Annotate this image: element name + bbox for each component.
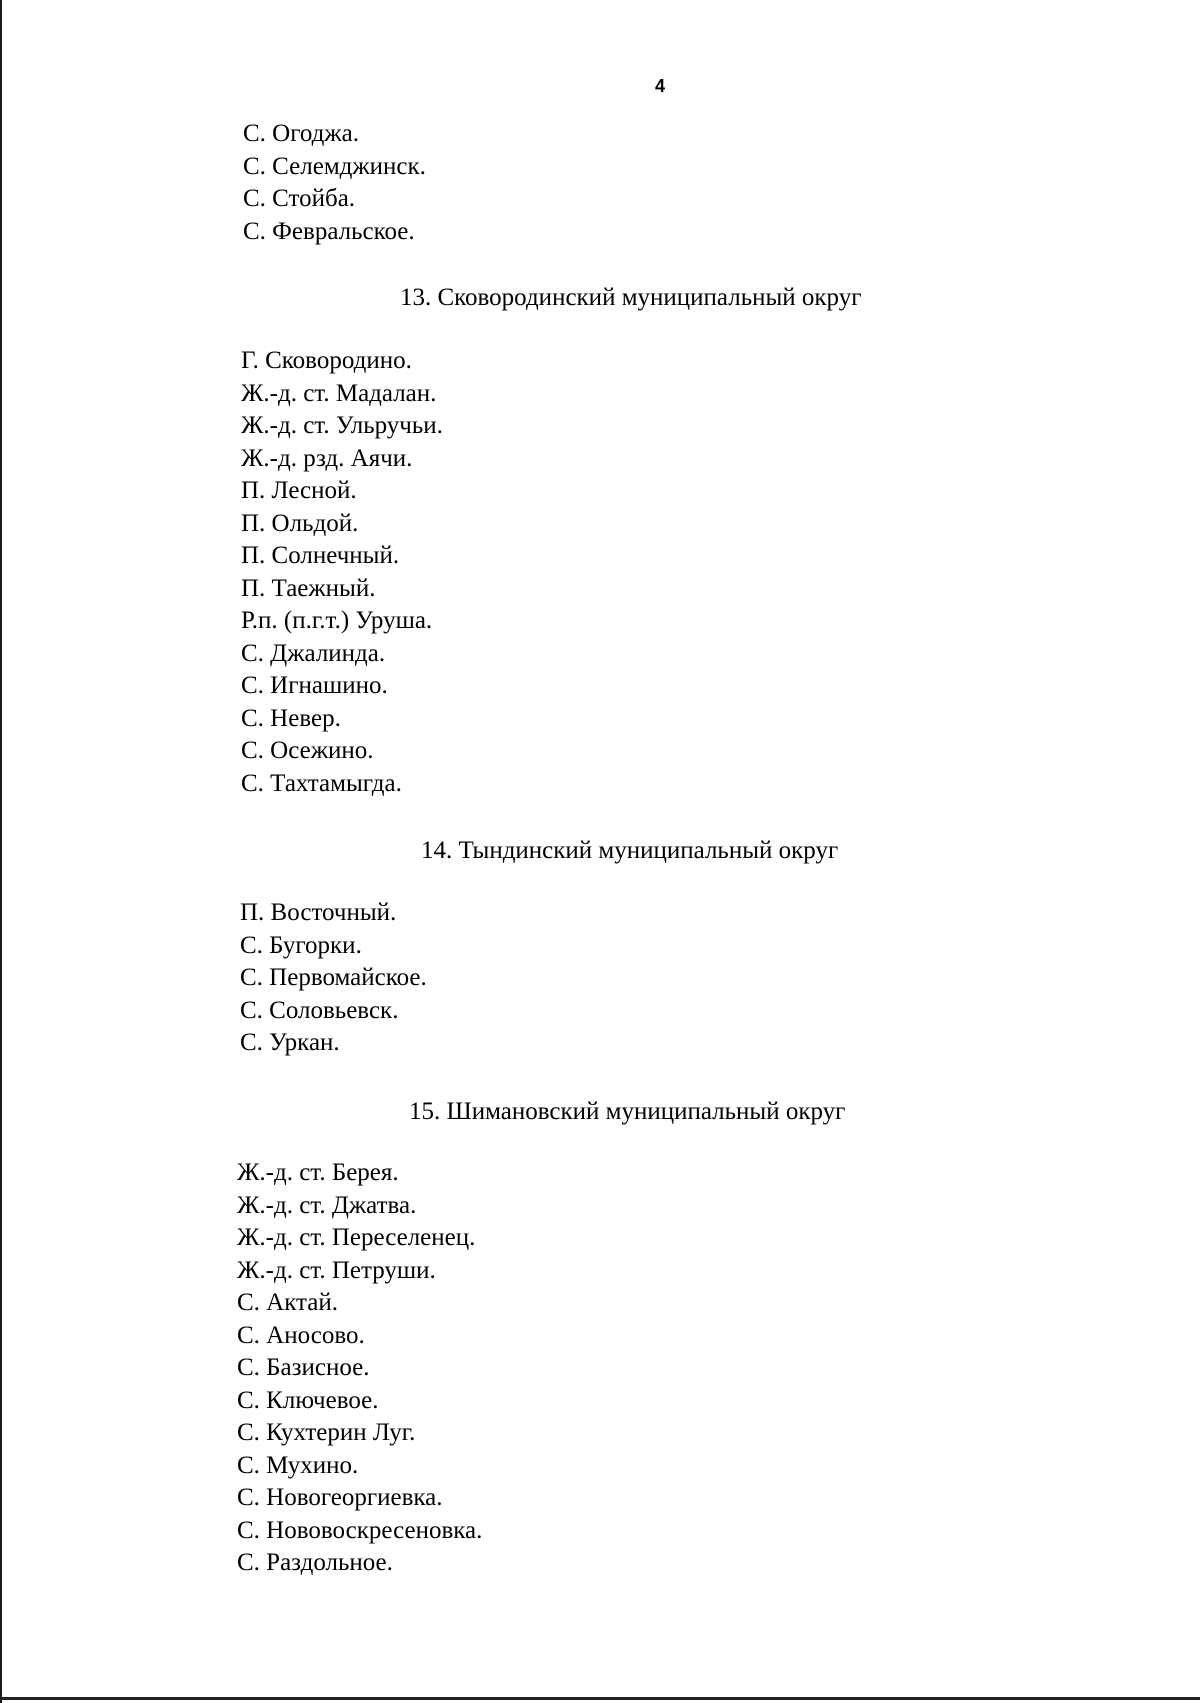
list-item: П. Ольдой. xyxy=(241,509,359,537)
section-heading-15: 15. Шимановский муниципальный округ xyxy=(409,1098,846,1125)
list-item: С. Стойба. xyxy=(243,185,356,212)
scan-left-edge xyxy=(0,0,2,1703)
locality-list-section-14 xyxy=(240,897,427,1060)
list-item: С. Аносово. xyxy=(237,1321,365,1349)
section-heading-14: 14. Тындинский муниципальный округ xyxy=(421,837,839,864)
list-item: Ж.-д. ст. Переселенец. xyxy=(237,1224,476,1251)
list-item: С. Осежино. xyxy=(241,737,374,764)
list-item: Ж.-д. ст. Петруши. xyxy=(237,1256,436,1284)
list-item: Ж.-д. рзд. Аячи. xyxy=(241,444,413,472)
locality-list-section-13 xyxy=(241,345,443,800)
list-item: Р.п. (п.г.т.) Уруша. xyxy=(241,607,433,634)
list-item: П. Таежный. xyxy=(241,574,376,602)
list-item: Г. Сковородино. xyxy=(241,347,412,374)
list-item: С. Тахтамыгда. xyxy=(241,769,402,797)
list-item: С. Раздольное. xyxy=(237,1549,393,1576)
list-item: Ж.-д. ст. Ульручьи. xyxy=(241,412,443,439)
list-item: Ж.-д. ст. Джатва. xyxy=(237,1191,417,1219)
list-item: Ж.-д. ст. Берея. xyxy=(237,1159,399,1186)
list-item: П. Восточный. xyxy=(240,899,397,926)
list-item: С. Ключевое. xyxy=(237,1386,379,1414)
list-item: С. Невер. xyxy=(241,704,341,732)
list-item: С. Селемджинск. xyxy=(243,152,426,180)
list-item: С. Актай. xyxy=(237,1289,339,1316)
list-item: С. Февральское. xyxy=(243,217,415,245)
list-item: С. Бугорки. xyxy=(240,931,362,959)
list-item: С. Соловьевск. xyxy=(240,996,399,1024)
list-item: С. Игнашино. xyxy=(241,672,388,699)
list-item: С. Кухтерин Луг. xyxy=(237,1419,416,1446)
list-item: С. Огоджа. xyxy=(243,120,359,147)
list-item: С. Нововоскресеновка. xyxy=(237,1516,483,1544)
list-item: П. Солнечный. xyxy=(241,542,400,569)
list-item: С. Мухино. xyxy=(237,1451,359,1479)
list-item: С. Базисное. xyxy=(237,1354,370,1381)
list-item: С. Первомайское. xyxy=(240,964,427,991)
list-item: Ж.-д. ст. Мадалан. xyxy=(241,379,437,407)
section-heading-13: 13. Сковородинский муниципальный округ xyxy=(400,284,862,311)
list-item: С. Джалинда. xyxy=(241,639,386,667)
list-item: П. Лесной. xyxy=(241,477,357,504)
scan-bottom-edge xyxy=(0,1697,1200,1700)
locality-list-section-15 xyxy=(237,1157,482,1580)
list-item: С. Новогеоргиевка. xyxy=(237,1484,443,1511)
list-item: С. Уркан. xyxy=(240,1029,340,1056)
locality-list-section-12-continued xyxy=(243,118,426,248)
page-number: 4 xyxy=(654,76,665,96)
